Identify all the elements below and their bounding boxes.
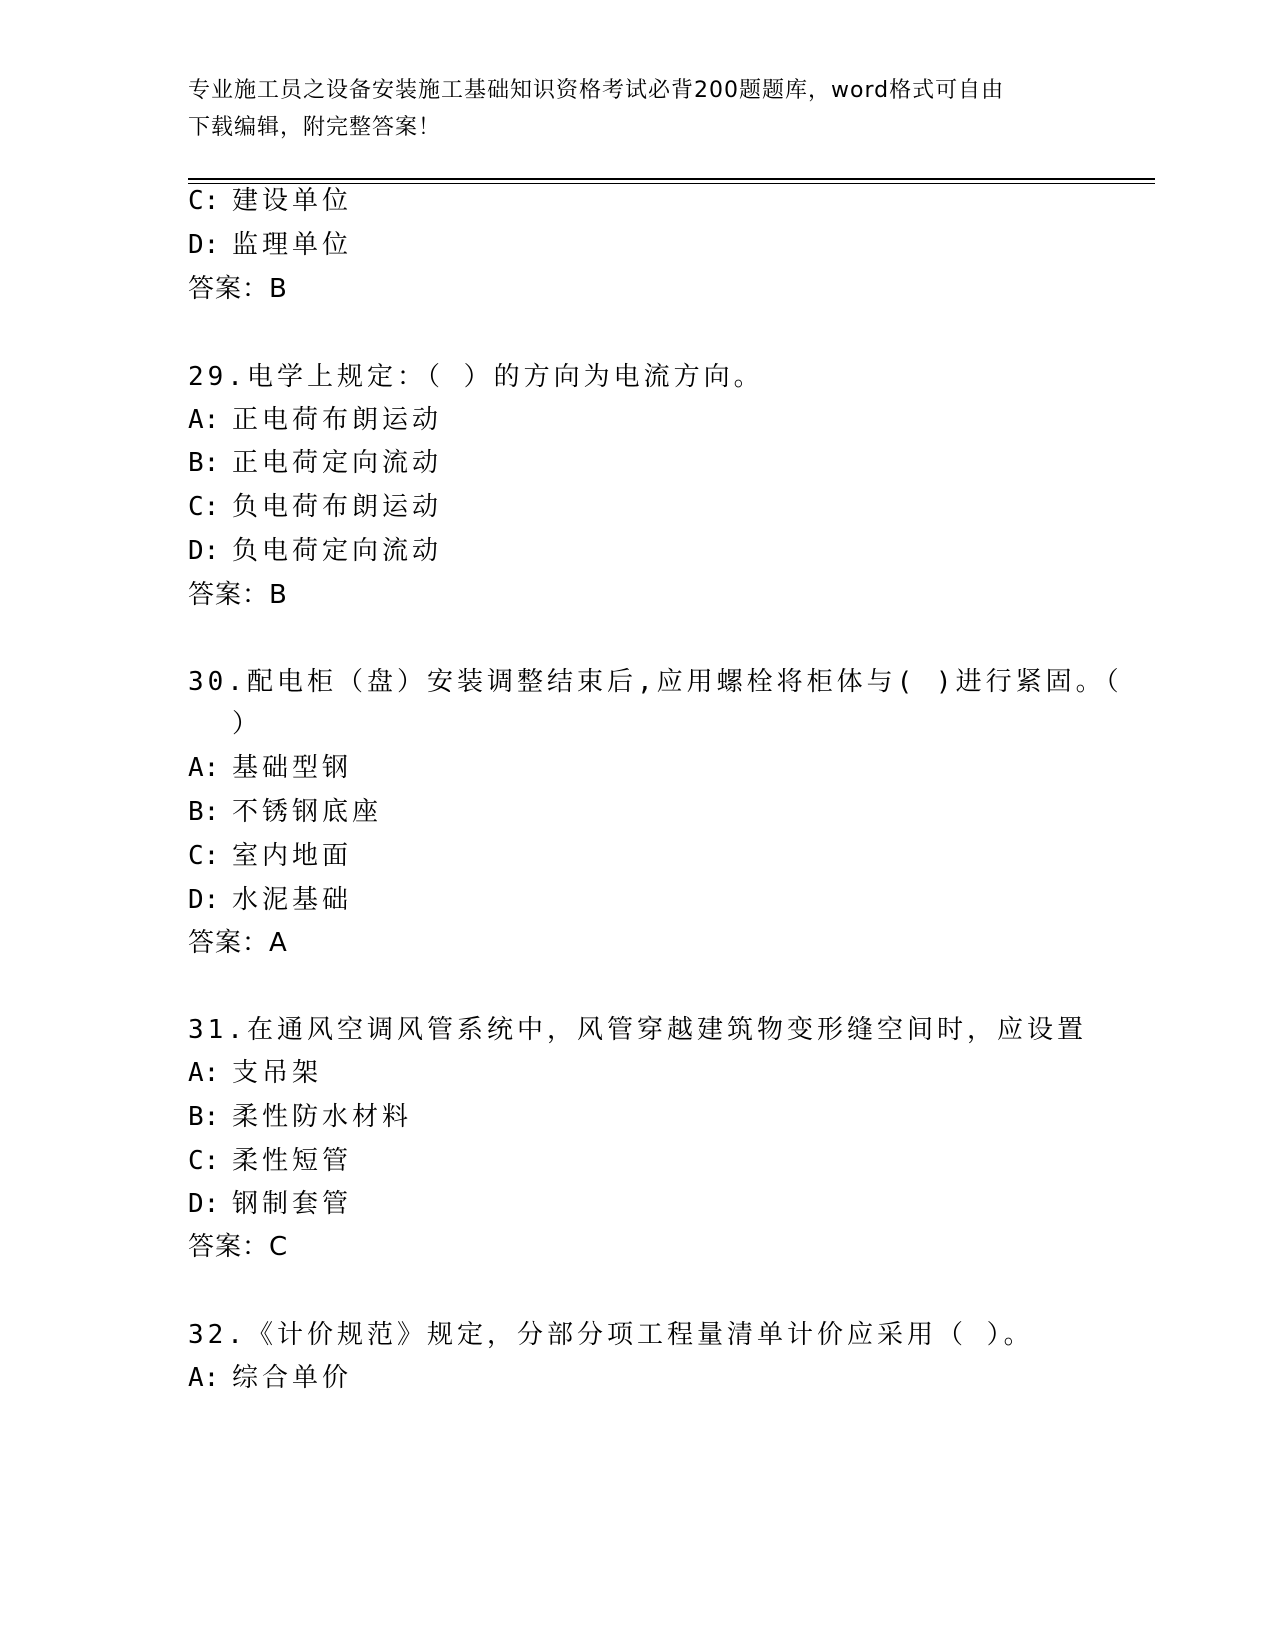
option-text: 水泥基础 — [232, 885, 353, 915]
question-31-answer: 答案：C — [188, 1232, 289, 1262]
question-30-option-c — [188, 840, 352, 872]
question-29-answer: 答案：B — [188, 580, 288, 610]
option-text: 正电荷布朗运动 — [232, 405, 443, 435]
question-30-stem-line-1: 30.配电柜（盘）安装调整结束后,应用螺栓将柜体与( )进行紧固。（ — [188, 667, 1123, 697]
option-key: A: — [188, 753, 220, 783]
question-29-option-d — [188, 535, 442, 567]
question-29-option-a — [188, 404, 442, 436]
question-32-stem: 32.《计价规范》规定，分部分项工程量清单计价应采用（ ）。 — [188, 1320, 1034, 1350]
question-29-option-c — [188, 491, 442, 523]
question-30-answer: 答案：A — [188, 928, 288, 958]
header-title-line-2: 下载编辑，附完整答案！ — [188, 115, 442, 140]
option-text: 室内地面 — [232, 841, 353, 871]
header-divider-thick — [188, 178, 1155, 180]
option-text: 基础型钢 — [232, 753, 353, 783]
option-key: B: — [188, 797, 220, 827]
prev-question-option-d — [188, 229, 352, 261]
question-30-option-b — [188, 796, 382, 828]
question-31-option-c — [188, 1145, 352, 1177]
question-29-stem: 29.电学上规定：（ ）的方向为电流方向。 — [188, 362, 764, 392]
prev-question-option-c — [188, 185, 352, 217]
question-31-option-b — [188, 1101, 412, 1133]
option-text: 负电荷定向流动 — [232, 536, 443, 566]
option-key: D: — [188, 885, 220, 915]
option-key: D: — [188, 230, 220, 260]
option-text: 综合单价 — [232, 1363, 353, 1393]
option-text: 柔性防水材料 — [232, 1102, 413, 1132]
option-key: D: — [188, 536, 220, 566]
question-29-option-b — [188, 447, 442, 479]
question-31-option-a — [188, 1057, 322, 1089]
option-text: 监理单位 — [232, 230, 353, 260]
option-key: B: — [188, 1102, 220, 1132]
option-text: 不锈钢底座 — [232, 797, 383, 827]
option-key: A: — [188, 1363, 220, 1393]
question-31-option-d — [188, 1188, 352, 1220]
option-key: C: — [188, 1146, 220, 1176]
option-text: 建设单位 — [232, 186, 353, 216]
question-30-stem-line-2: ） — [232, 709, 263, 739]
prev-question-answer: 答案：B — [188, 274, 288, 304]
document-header — [188, 72, 1088, 146]
option-key: D: — [188, 1189, 220, 1219]
option-key: B: — [188, 448, 220, 478]
question-30-option-a — [188, 752, 352, 784]
header-divider-thin — [188, 183, 1155, 184]
question-30-option-d — [188, 884, 352, 916]
header-title-line-1: 专业施工员之设备安装施工基础知识资格考试必背200题题库，word格式可自由 — [188, 78, 1005, 103]
option-key: C: — [188, 841, 220, 871]
option-text: 钢制套管 — [232, 1189, 353, 1219]
option-key: C: — [188, 492, 220, 522]
option-key: C: — [188, 186, 220, 216]
question-31-stem: 31.在通风空调风管系统中，风管穿越建筑物变形缝空间时，应设置 — [188, 1015, 1087, 1045]
option-text: 柔性短管 — [232, 1146, 353, 1176]
option-text: 正电荷定向流动 — [232, 448, 443, 478]
option-text: 负电荷布朗运动 — [232, 492, 443, 522]
option-text: 支吊架 — [232, 1058, 323, 1088]
option-key: A: — [188, 1058, 220, 1088]
option-key: A: — [188, 405, 220, 435]
question-32-option-a — [188, 1362, 352, 1394]
